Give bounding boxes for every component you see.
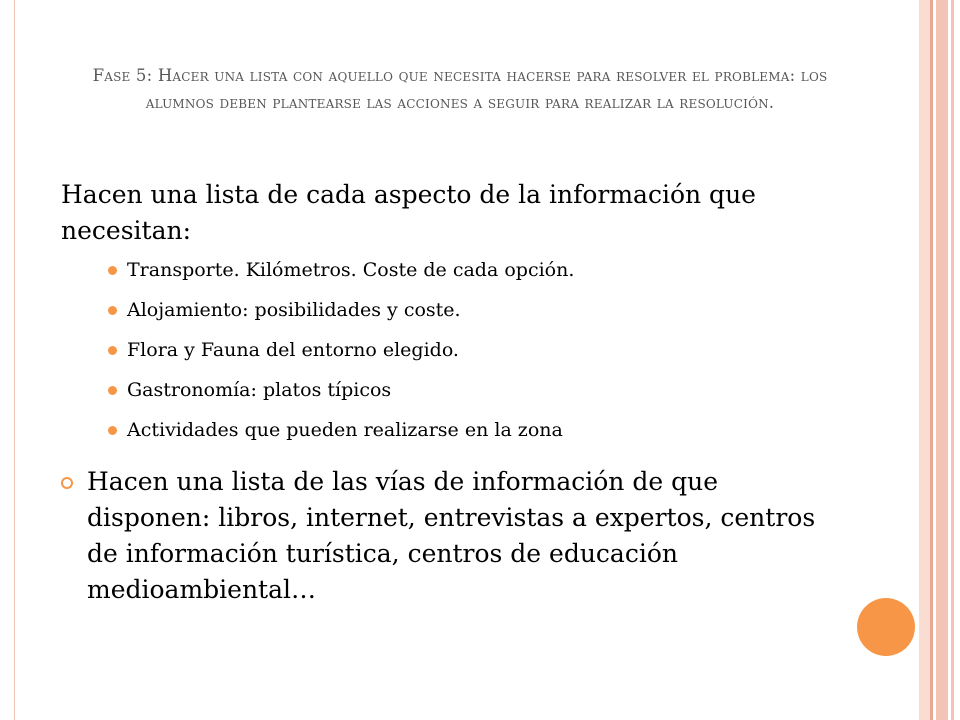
list-item-text: Gastronomía: platos típicos [127, 379, 392, 401]
right-stripe-band [919, 0, 930, 720]
bullet-dot-icon [108, 346, 117, 355]
list-item-text: Actividades que pueden realizarse en la zona [127, 419, 563, 441]
list-item-text: Transporte. Kilómetros. Coste de cada opción. [127, 259, 575, 281]
main-bullet-text: Hacen una lista de las vías de información de que disponen: libros, internet, entrevistas a expertos, centros de información turística, centros de educación medioambiental… [87, 467, 816, 604]
main-bullet-item [61, 464, 841, 608]
intro-paragraph: Hacen una lista de cada aspecto de la información que necesitan: [61, 180, 756, 245]
list-item [108, 418, 848, 458]
list-item [108, 298, 848, 338]
bullet-dot-icon [108, 266, 117, 275]
right-stripe-line-outer [951, 0, 954, 720]
left-border-line [14, 0, 15, 720]
bullet-dot-icon [108, 386, 117, 395]
list-item-text: Flora y Fauna del entorno elegido. [127, 339, 459, 361]
right-stripe-band-wide [936, 0, 948, 720]
orange-circle-decoration [857, 598, 915, 656]
bullet-dot-icon [108, 306, 117, 315]
bullet-dot-icon [108, 426, 117, 435]
list-item [108, 258, 848, 298]
bullet-ring-icon [61, 477, 73, 489]
list-item [108, 378, 848, 418]
right-stripe-line [930, 0, 933, 720]
slide-title: Fase 5: Hacer una lista con aquello que necesita hacerse para resolver el problema: los alumnos deben plantearse las acciones a seguir para realizar la resolución. [92, 66, 828, 112]
list-item-text: Alojamiento: posibilidades y coste. [127, 299, 461, 321]
aspect-list [108, 258, 848, 458]
list-item [108, 338, 848, 378]
